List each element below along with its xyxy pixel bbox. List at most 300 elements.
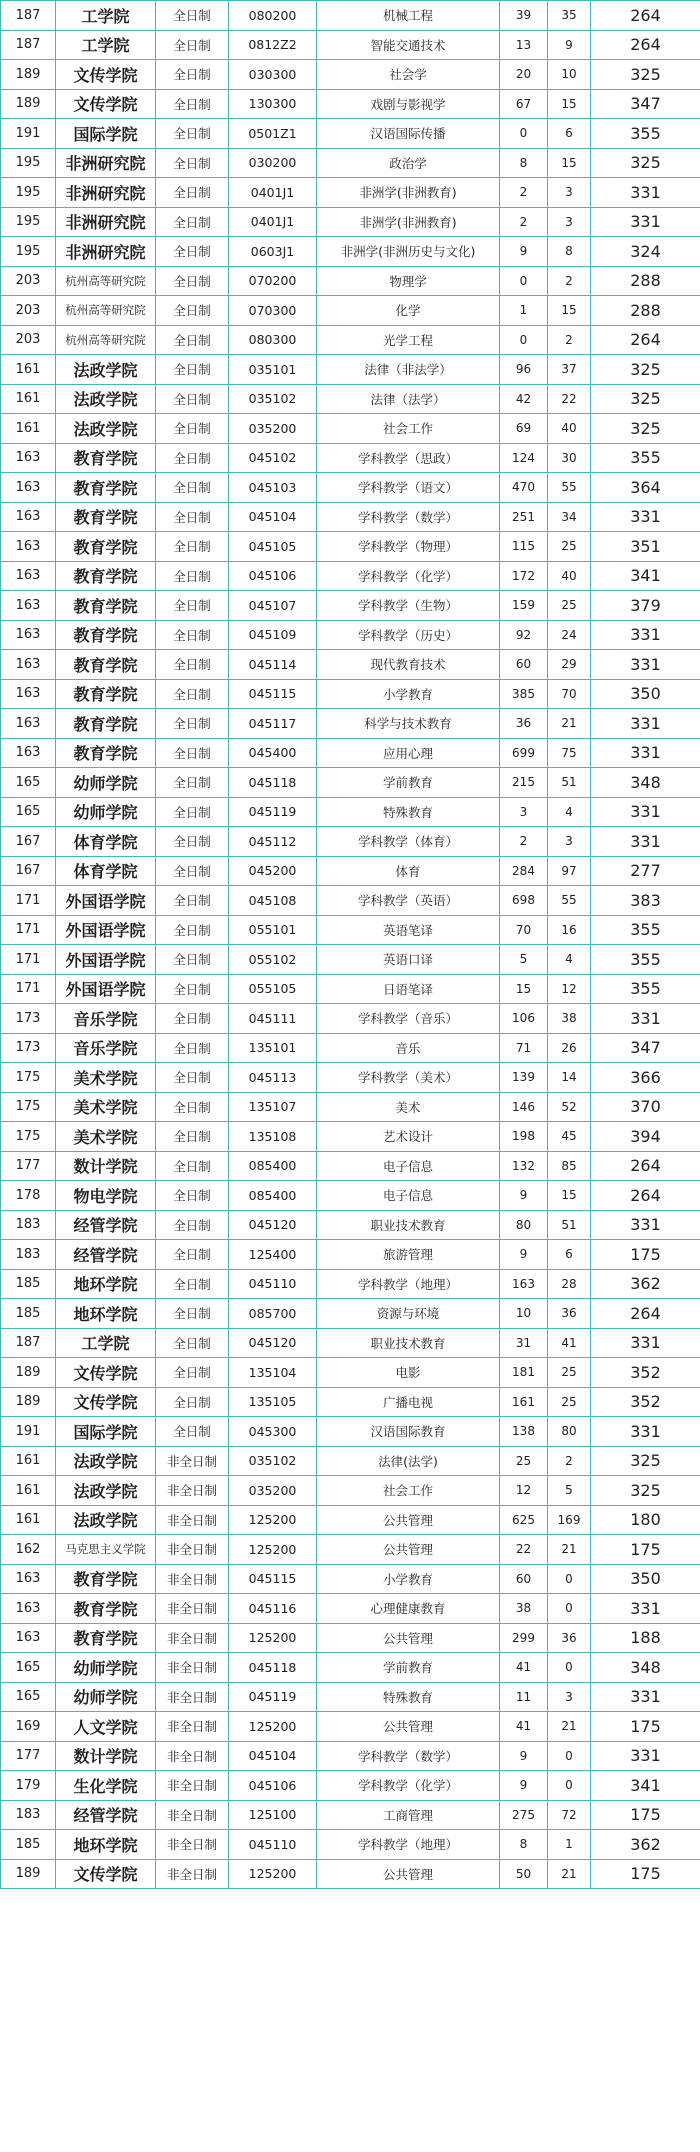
score-line-cell: 331 bbox=[591, 1741, 700, 1771]
admitted-count-cell: 14 bbox=[548, 1063, 591, 1093]
unit-code-cell: 162 bbox=[1, 1535, 56, 1565]
score-line-cell: 355 bbox=[591, 915, 700, 945]
major-code-cell: 045107 bbox=[229, 591, 317, 621]
admitted-count-cell: 0 bbox=[548, 1564, 591, 1594]
study-mode-cell: 全日制 bbox=[156, 237, 229, 267]
study-mode-cell: 全日制 bbox=[156, 325, 229, 355]
major-name-cell: 艺术设计 bbox=[317, 1122, 500, 1152]
unit-code-cell: 195 bbox=[1, 148, 56, 178]
major-code-cell: 045114 bbox=[229, 650, 317, 680]
admitted-count-cell: 21 bbox=[548, 1712, 591, 1742]
applicants-count-cell: 161 bbox=[500, 1387, 548, 1417]
study-mode-cell: 全日制 bbox=[156, 1269, 229, 1299]
unit-code-cell: 179 bbox=[1, 1771, 56, 1801]
table-row bbox=[1, 974, 700, 1004]
unit-code-cell: 163 bbox=[1, 473, 56, 503]
applicants-count-cell: 9 bbox=[500, 1181, 548, 1211]
unit-code-cell: 189 bbox=[1, 1358, 56, 1388]
unit-code-cell: 169 bbox=[1, 1712, 56, 1742]
admitted-count-cell: 45 bbox=[548, 1122, 591, 1152]
study-mode-cell: 非全日制 bbox=[156, 1830, 229, 1860]
table-row bbox=[1, 60, 700, 90]
major-name-cell: 广播电视 bbox=[317, 1387, 500, 1417]
unit-code-cell: 187 bbox=[1, 1328, 56, 1358]
table-row bbox=[1, 1299, 700, 1329]
college-name-cell: 教育学院 bbox=[56, 502, 156, 532]
major-code-cell: 045400 bbox=[229, 738, 317, 768]
table-row bbox=[1, 266, 700, 296]
major-code-cell: 035101 bbox=[229, 355, 317, 385]
study-mode-cell: 非全日制 bbox=[156, 1741, 229, 1771]
study-mode-cell: 全日制 bbox=[156, 768, 229, 798]
college-name-cell: 教育学院 bbox=[56, 1623, 156, 1653]
major-name-cell: 小学教育 bbox=[317, 679, 500, 709]
study-mode-cell: 非全日制 bbox=[156, 1623, 229, 1653]
major-name-cell: 美术 bbox=[317, 1092, 500, 1122]
major-name-cell: 工商管理 bbox=[317, 1800, 500, 1830]
study-mode-cell: 全日制 bbox=[156, 1240, 229, 1270]
college-name-cell: 美术学院 bbox=[56, 1063, 156, 1093]
score-line-cell: 175 bbox=[591, 1859, 700, 1889]
table-row bbox=[1, 1830, 700, 1860]
unit-code-cell: 195 bbox=[1, 237, 56, 267]
major-name-cell: 学科教学（语文） bbox=[317, 473, 500, 503]
score-line-cell: 355 bbox=[591, 974, 700, 1004]
score-line-cell: 175 bbox=[591, 1240, 700, 1270]
table-row bbox=[1, 945, 700, 975]
table-row bbox=[1, 1181, 700, 1211]
college-name-cell: 地环学院 bbox=[56, 1830, 156, 1860]
major-code-cell: 0401J1 bbox=[229, 207, 317, 237]
applicants-count-cell: 60 bbox=[500, 650, 548, 680]
major-name-cell: 学科教学（数学） bbox=[317, 502, 500, 532]
applicants-count-cell: 2 bbox=[500, 207, 548, 237]
major-name-cell: 汉语国际教育 bbox=[317, 1417, 500, 1447]
applicants-count-cell: 96 bbox=[500, 355, 548, 385]
major-name-cell: 学科教学（地理） bbox=[317, 1830, 500, 1860]
score-line-cell: 325 bbox=[591, 384, 700, 414]
major-name-cell: 社会学 bbox=[317, 60, 500, 90]
unit-code-cell: 173 bbox=[1, 1004, 56, 1034]
table-row bbox=[1, 89, 700, 119]
major-code-cell: 130300 bbox=[229, 89, 317, 119]
major-code-cell: 045118 bbox=[229, 768, 317, 798]
study-mode-cell: 全日制 bbox=[156, 945, 229, 975]
applicants-count-cell: 698 bbox=[500, 886, 548, 916]
unit-code-cell: 195 bbox=[1, 178, 56, 208]
applicants-count-cell: 15 bbox=[500, 974, 548, 1004]
admitted-count-cell: 30 bbox=[548, 443, 591, 473]
table-row bbox=[1, 1240, 700, 1270]
applicants-count-cell: 132 bbox=[500, 1151, 548, 1181]
score-line-cell: 325 bbox=[591, 1476, 700, 1506]
table-row bbox=[1, 473, 700, 503]
table-row bbox=[1, 1476, 700, 1506]
unit-code-cell: 163 bbox=[1, 443, 56, 473]
major-code-cell: 135104 bbox=[229, 1358, 317, 1388]
major-code-cell: 045119 bbox=[229, 1682, 317, 1712]
admitted-count-cell: 3 bbox=[548, 178, 591, 208]
applicants-count-cell: 67 bbox=[500, 89, 548, 119]
unit-code-cell: 189 bbox=[1, 1387, 56, 1417]
score-line-cell: 341 bbox=[591, 1771, 700, 1801]
score-line-cell: 331 bbox=[591, 1682, 700, 1712]
unit-code-cell: 165 bbox=[1, 797, 56, 827]
table-row bbox=[1, 591, 700, 621]
college-name-cell: 物电学院 bbox=[56, 1181, 156, 1211]
major-code-cell: 125200 bbox=[229, 1712, 317, 1742]
unit-code-cell: 189 bbox=[1, 1859, 56, 1889]
applicants-count-cell: 69 bbox=[500, 414, 548, 444]
score-line-cell: 366 bbox=[591, 1063, 700, 1093]
table-row bbox=[1, 1741, 700, 1771]
table-row bbox=[1, 738, 700, 768]
major-name-cell: 职业技术教育 bbox=[317, 1328, 500, 1358]
study-mode-cell: 全日制 bbox=[156, 1033, 229, 1063]
admitted-count-cell: 4 bbox=[548, 797, 591, 827]
major-name-cell: 法律（非法学） bbox=[317, 355, 500, 385]
study-mode-cell: 非全日制 bbox=[156, 1564, 229, 1594]
study-mode-cell: 非全日制 bbox=[156, 1712, 229, 1742]
score-line-cell: 352 bbox=[591, 1387, 700, 1417]
college-name-cell: 体育学院 bbox=[56, 856, 156, 886]
major-name-cell: 汉语国际传播 bbox=[317, 119, 500, 149]
score-line-cell: 348 bbox=[591, 768, 700, 798]
major-name-cell: 音乐 bbox=[317, 1033, 500, 1063]
college-name-cell: 非洲研究院 bbox=[56, 207, 156, 237]
major-name-cell: 特殊教育 bbox=[317, 1682, 500, 1712]
applicants-count-cell: 31 bbox=[500, 1328, 548, 1358]
admitted-count-cell: 29 bbox=[548, 650, 591, 680]
major-name-cell: 体育 bbox=[317, 856, 500, 886]
college-name-cell: 经管学院 bbox=[56, 1800, 156, 1830]
unit-code-cell: 163 bbox=[1, 591, 56, 621]
table-row bbox=[1, 1063, 700, 1093]
table-row bbox=[1, 915, 700, 945]
major-code-cell: 035102 bbox=[229, 384, 317, 414]
applicants-count-cell: 39 bbox=[500, 1, 548, 31]
score-line-cell: 331 bbox=[591, 502, 700, 532]
study-mode-cell: 全日制 bbox=[156, 827, 229, 857]
unit-code-cell: 185 bbox=[1, 1299, 56, 1329]
major-code-cell: 030200 bbox=[229, 148, 317, 178]
applicants-count-cell: 385 bbox=[500, 679, 548, 709]
unit-code-cell: 187 bbox=[1, 1, 56, 31]
major-name-cell: 社会工作 bbox=[317, 414, 500, 444]
applicants-count-cell: 0 bbox=[500, 266, 548, 296]
study-mode-cell: 非全日制 bbox=[156, 1535, 229, 1565]
applicants-count-cell: 50 bbox=[500, 1859, 548, 1889]
applicants-count-cell: 20 bbox=[500, 60, 548, 90]
table-body bbox=[1, 1, 700, 1889]
college-name-cell: 法政学院 bbox=[56, 1505, 156, 1535]
applicants-count-cell: 9 bbox=[500, 1771, 548, 1801]
score-line-cell: 331 bbox=[591, 207, 700, 237]
study-mode-cell: 全日制 bbox=[156, 384, 229, 414]
score-line-cell: 325 bbox=[591, 148, 700, 178]
admitted-count-cell: 3 bbox=[548, 1682, 591, 1712]
study-mode-cell: 全日制 bbox=[156, 1092, 229, 1122]
applicants-count-cell: 275 bbox=[500, 1800, 548, 1830]
college-name-cell: 人文学院 bbox=[56, 1712, 156, 1742]
applicants-count-cell: 172 bbox=[500, 561, 548, 591]
unit-code-cell: 175 bbox=[1, 1122, 56, 1152]
major-code-cell: 0401J1 bbox=[229, 178, 317, 208]
applicants-count-cell: 139 bbox=[500, 1063, 548, 1093]
admitted-count-cell: 16 bbox=[548, 915, 591, 945]
college-name-cell: 美术学院 bbox=[56, 1122, 156, 1152]
table-row bbox=[1, 827, 700, 857]
study-mode-cell: 非全日制 bbox=[156, 1476, 229, 1506]
score-line-cell: 370 bbox=[591, 1092, 700, 1122]
score-line-cell: 350 bbox=[591, 1564, 700, 1594]
applicants-count-cell: 41 bbox=[500, 1712, 548, 1742]
study-mode-cell: 全日制 bbox=[156, 650, 229, 680]
table-row bbox=[1, 1387, 700, 1417]
study-mode-cell: 非全日制 bbox=[156, 1682, 229, 1712]
applicants-count-cell: 146 bbox=[500, 1092, 548, 1122]
major-code-cell: 045106 bbox=[229, 1771, 317, 1801]
major-code-cell: 045120 bbox=[229, 1210, 317, 1240]
unit-code-cell: 163 bbox=[1, 532, 56, 562]
study-mode-cell: 全日制 bbox=[156, 443, 229, 473]
applicants-count-cell: 71 bbox=[500, 1033, 548, 1063]
major-name-cell: 物理学 bbox=[317, 266, 500, 296]
major-code-cell: 0812Z2 bbox=[229, 30, 317, 60]
major-name-cell: 应用心理 bbox=[317, 738, 500, 768]
admitted-count-cell: 1 bbox=[548, 1830, 591, 1860]
major-code-cell: 135105 bbox=[229, 1387, 317, 1417]
admitted-count-cell: 0 bbox=[548, 1741, 591, 1771]
applicants-count-cell: 625 bbox=[500, 1505, 548, 1535]
major-code-cell: 055102 bbox=[229, 945, 317, 975]
applicants-count-cell: 124 bbox=[500, 443, 548, 473]
table-row bbox=[1, 148, 700, 178]
unit-code-cell: 163 bbox=[1, 709, 56, 739]
unit-code-cell: 165 bbox=[1, 1682, 56, 1712]
unit-code-cell: 183 bbox=[1, 1210, 56, 1240]
table-row bbox=[1, 1771, 700, 1801]
table-row bbox=[1, 620, 700, 650]
major-code-cell: 125100 bbox=[229, 1800, 317, 1830]
major-name-cell: 英语笔译 bbox=[317, 915, 500, 945]
applicants-count-cell: 0 bbox=[500, 119, 548, 149]
unit-code-cell: 175 bbox=[1, 1063, 56, 1093]
unit-code-cell: 191 bbox=[1, 1417, 56, 1447]
score-line-cell: 347 bbox=[591, 89, 700, 119]
major-name-cell: 公共管理 bbox=[317, 1505, 500, 1535]
table-row bbox=[1, 768, 700, 798]
study-mode-cell: 全日制 bbox=[156, 856, 229, 886]
major-code-cell: 045113 bbox=[229, 1063, 317, 1093]
college-name-cell: 经管学院 bbox=[56, 1210, 156, 1240]
unit-code-cell: 163 bbox=[1, 1564, 56, 1594]
study-mode-cell: 全日制 bbox=[156, 915, 229, 945]
table-row bbox=[1, 1859, 700, 1889]
applicants-count-cell: 251 bbox=[500, 502, 548, 532]
applicants-count-cell: 163 bbox=[500, 1269, 548, 1299]
study-mode-cell: 全日制 bbox=[156, 1151, 229, 1181]
score-line-cell: 331 bbox=[591, 650, 700, 680]
major-name-cell: 学前教育 bbox=[317, 1653, 500, 1683]
applicants-count-cell: 2 bbox=[500, 178, 548, 208]
admitted-count-cell: 37 bbox=[548, 355, 591, 385]
admitted-count-cell: 21 bbox=[548, 1535, 591, 1565]
major-name-cell: 非洲学(非洲教育) bbox=[317, 207, 500, 237]
score-line-cell: 351 bbox=[591, 532, 700, 562]
major-code-cell: 080200 bbox=[229, 1, 317, 31]
admitted-count-cell: 97 bbox=[548, 856, 591, 886]
unit-code-cell: 189 bbox=[1, 60, 56, 90]
college-name-cell: 文传学院 bbox=[56, 1859, 156, 1889]
college-name-cell: 法政学院 bbox=[56, 1446, 156, 1476]
applicants-count-cell: 70 bbox=[500, 915, 548, 945]
applicants-count-cell: 36 bbox=[500, 709, 548, 739]
study-mode-cell: 全日制 bbox=[156, 620, 229, 650]
study-mode-cell: 全日制 bbox=[156, 60, 229, 90]
table-row bbox=[1, 237, 700, 267]
unit-code-cell: 183 bbox=[1, 1800, 56, 1830]
unit-code-cell: 183 bbox=[1, 1240, 56, 1270]
college-name-cell: 法政学院 bbox=[56, 355, 156, 385]
major-name-cell: 法律(法学) bbox=[317, 1446, 500, 1476]
major-name-cell: 政治学 bbox=[317, 148, 500, 178]
score-line-cell: 355 bbox=[591, 443, 700, 473]
score-line-cell: 175 bbox=[591, 1712, 700, 1742]
table-row bbox=[1, 1505, 700, 1535]
major-code-cell: 045115 bbox=[229, 1564, 317, 1594]
table-row bbox=[1, 1151, 700, 1181]
unit-code-cell: 175 bbox=[1, 1092, 56, 1122]
college-name-cell: 非洲研究院 bbox=[56, 237, 156, 267]
college-name-cell: 数计学院 bbox=[56, 1741, 156, 1771]
admitted-count-cell: 36 bbox=[548, 1299, 591, 1329]
applicants-count-cell: 181 bbox=[500, 1358, 548, 1388]
admitted-count-cell: 25 bbox=[548, 532, 591, 562]
college-name-cell: 幼师学院 bbox=[56, 768, 156, 798]
study-mode-cell: 全日制 bbox=[156, 1063, 229, 1093]
unit-code-cell: 163 bbox=[1, 561, 56, 591]
applicants-count-cell: 11 bbox=[500, 1682, 548, 1712]
college-name-cell: 文传学院 bbox=[56, 60, 156, 90]
major-name-cell: 电影 bbox=[317, 1358, 500, 1388]
study-mode-cell: 全日制 bbox=[156, 1181, 229, 1211]
major-code-cell: 085400 bbox=[229, 1151, 317, 1181]
admitted-count-cell: 70 bbox=[548, 679, 591, 709]
major-code-cell: 125200 bbox=[229, 1623, 317, 1653]
admitted-count-cell: 41 bbox=[548, 1328, 591, 1358]
major-name-cell: 非洲学(非洲教育) bbox=[317, 178, 500, 208]
major-code-cell: 125200 bbox=[229, 1505, 317, 1535]
score-line-cell: 364 bbox=[591, 473, 700, 503]
table-row bbox=[1, 1682, 700, 1712]
score-line-cell: 383 bbox=[591, 886, 700, 916]
score-line-cell: 331 bbox=[591, 1210, 700, 1240]
unit-code-cell: 161 bbox=[1, 414, 56, 444]
major-name-cell: 公共管理 bbox=[317, 1712, 500, 1742]
major-name-cell: 学科教学（化学） bbox=[317, 561, 500, 591]
table-row bbox=[1, 119, 700, 149]
admitted-count-cell: 34 bbox=[548, 502, 591, 532]
table-row bbox=[1, 1535, 700, 1565]
table-row bbox=[1, 1092, 700, 1122]
college-name-cell: 体育学院 bbox=[56, 827, 156, 857]
major-code-cell: 045117 bbox=[229, 709, 317, 739]
admitted-count-cell: 40 bbox=[548, 561, 591, 591]
table-row bbox=[1, 1210, 700, 1240]
major-code-cell: 135107 bbox=[229, 1092, 317, 1122]
score-line-cell: 264 bbox=[591, 1151, 700, 1181]
table-row bbox=[1, 1269, 700, 1299]
college-name-cell: 外国语学院 bbox=[56, 974, 156, 1004]
table-row bbox=[1, 1122, 700, 1152]
major-name-cell: 非洲学(非洲历史与文化) bbox=[317, 237, 500, 267]
table-row bbox=[1, 1328, 700, 1358]
admitted-count-cell: 4 bbox=[548, 945, 591, 975]
major-name-cell: 化学 bbox=[317, 296, 500, 326]
major-code-cell: 125200 bbox=[229, 1859, 317, 1889]
score-line-cell: 347 bbox=[591, 1033, 700, 1063]
major-code-cell: 035102 bbox=[229, 1446, 317, 1476]
score-line-cell: 331 bbox=[591, 738, 700, 768]
score-line-cell: 355 bbox=[591, 119, 700, 149]
major-name-cell: 机械工程 bbox=[317, 1, 500, 31]
score-line-cell: 180 bbox=[591, 1505, 700, 1535]
applicants-count-cell: 299 bbox=[500, 1623, 548, 1653]
score-line-cell: 331 bbox=[591, 178, 700, 208]
score-line-cell: 350 bbox=[591, 679, 700, 709]
admitted-count-cell: 12 bbox=[548, 974, 591, 1004]
score-line-cell: 175 bbox=[591, 1535, 700, 1565]
score-line-cell: 331 bbox=[591, 1594, 700, 1624]
table-row bbox=[1, 1623, 700, 1653]
major-code-cell: 085700 bbox=[229, 1299, 317, 1329]
study-mode-cell: 全日制 bbox=[156, 1387, 229, 1417]
applicants-count-cell: 92 bbox=[500, 620, 548, 650]
admitted-count-cell: 169 bbox=[548, 1505, 591, 1535]
table-row bbox=[1, 1712, 700, 1742]
college-name-cell: 教育学院 bbox=[56, 591, 156, 621]
college-name-cell: 文传学院 bbox=[56, 89, 156, 119]
score-line-cell: 188 bbox=[591, 1623, 700, 1653]
study-mode-cell: 全日制 bbox=[156, 1122, 229, 1152]
admitted-count-cell: 80 bbox=[548, 1417, 591, 1447]
score-line-cell: 379 bbox=[591, 591, 700, 621]
major-code-cell: 070300 bbox=[229, 296, 317, 326]
applicants-count-cell: 699 bbox=[500, 738, 548, 768]
score-line-cell: 331 bbox=[591, 1328, 700, 1358]
unit-code-cell: 195 bbox=[1, 207, 56, 237]
major-code-cell: 045116 bbox=[229, 1594, 317, 1624]
study-mode-cell: 非全日制 bbox=[156, 1800, 229, 1830]
unit-code-cell: 185 bbox=[1, 1269, 56, 1299]
table-row bbox=[1, 650, 700, 680]
table-row bbox=[1, 178, 700, 208]
score-line-cell: 325 bbox=[591, 414, 700, 444]
unit-code-cell: 177 bbox=[1, 1151, 56, 1181]
college-name-cell: 非洲研究院 bbox=[56, 148, 156, 178]
major-name-cell: 科学与技术教育 bbox=[317, 709, 500, 739]
college-name-cell: 地环学院 bbox=[56, 1299, 156, 1329]
admitted-count-cell: 22 bbox=[548, 384, 591, 414]
unit-code-cell: 178 bbox=[1, 1181, 56, 1211]
admitted-count-cell: 40 bbox=[548, 414, 591, 444]
college-name-cell: 马克思主义学院 bbox=[56, 1535, 156, 1565]
unit-code-cell: 161 bbox=[1, 384, 56, 414]
study-mode-cell: 非全日制 bbox=[156, 1505, 229, 1535]
table-row bbox=[1, 679, 700, 709]
table-row bbox=[1, 443, 700, 473]
